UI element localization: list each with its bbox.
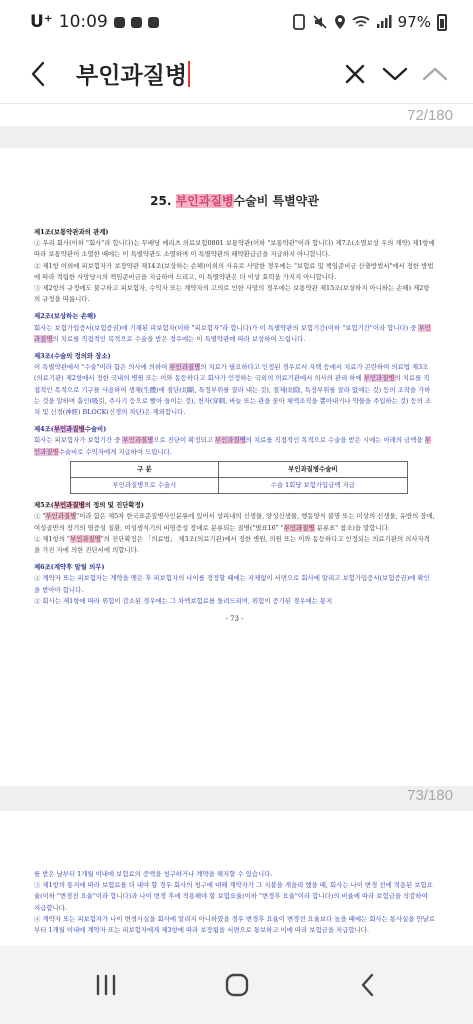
next-page [0,811,473,946]
annex-ref: 별표16 [255,523,276,532]
clear-search-button[interactable] [335,52,375,96]
table-cell: 부인과질병으로 수술시 [71,478,219,494]
previous-page-indicator: 72/180 [407,107,453,124]
paragraph: ① 우리 회사(이하 "회사"라 합니다)는 무배당 메리츠 의료보험0801 보통약관(이하 "보통약관"이라 합니다) 제7조(소멸보상 우의 계약) 제1항에 따라 보통약관이 소멸한 때에는 이 특별약관도 소멸하며 이 특별약관의 해약환급금을 지급하지 아니합니다. [34,239,435,259]
section-heading: 제4조(부인과질병수술비) [34,425,107,434]
next-result-button[interactable] [375,52,415,96]
page-footer: - 73 - [225,615,244,624]
recent-apps-icon [94,974,118,996]
search-match: 부인과질병 [53,501,85,510]
paragraph: ① 계약자 또는 피보험자는 계약을 맺은 후 피보험자의 나이를 정정할 때에는 지체없이 서면으로 회사에 알리고 보험가입증서(보험증권)에 확인을 받아야 합니다. [34,574,430,594]
paragraph: 를 받은 날부터 1개월 이내에 보험료의 증액을 청구하거나 계약을 해지할 수 있습니다. [34,870,273,878]
section-heading: 제1조(보통약관과의 관계) [34,228,109,236]
table-row [71,478,408,494]
search-match: 부인과질병 [169,363,201,372]
carrier-label: U⁺ [30,12,53,32]
home-icon [224,972,250,998]
paragraph: 회사는 피보험자가 보험기간 중 부인과질병으로 진단이 확정되고 부인과질병의 치료를 직접적인 목적으로 수술을 받은 시에는 아래의 금액을 부인과질병수술비로 수익자에게 지급하여 드립니다. [34,436,431,456]
location-icon [334,14,346,30]
search-match: 부인과질병 [363,374,395,383]
section-heading: 제5조(부인과질병의 정의 및 진단확정) [34,501,144,510]
paragraph: ② 제1항의 "부인과질병"의 진단확정은 「의료법」 제3조(의료기관)에서 정한 병원, 의원 또는 이와 동등하다고 인정되는 의료기관의 의사자격을 가진 자에 의한 진단서에 의합니다. [34,534,430,555]
document-body [34,227,435,625]
status-right [292,13,447,31]
search-match: 부인과질병 [214,436,246,445]
search-match: 부인과질병 [45,512,77,521]
paragraph: ② 회사는 제1항에 따라 위험이 감소된 경우에는 그 차액보험료를 돌려드리며, 위험이 증가된 경우에는 통지 [34,596,333,605]
search-match: 부인과질병 [283,523,315,532]
recent-apps-button[interactable] [76,960,136,1010]
status-bar [0,0,473,44]
previous-result-button[interactable] [415,52,455,96]
table-cell: 수술 1회당 보험가입금액 지급 [218,478,407,494]
text-cursor [188,61,190,87]
navigation-bar [0,946,473,1024]
section-heading: 제6조(계약후 알릴 의무) [34,563,105,572]
battery-icon [437,14,447,31]
notification-icon [131,17,142,28]
chevron-up-icon [422,66,448,82]
search-bar [0,44,473,104]
search-match: 부인과질병 [175,194,234,208]
wifi-icon [352,15,370,29]
battery-level: 97% [397,13,431,31]
benefit-table [70,461,408,494]
search-match: 부인과질병 [122,436,154,445]
back-button[interactable] [18,52,58,96]
page-indicator: 73/180 [407,787,453,804]
status-left [30,12,159,32]
search-match: 부인과질병 [34,323,431,343]
paragraph: ③ 제1항의 통지에 따라 보험료를 더 내야 할 경우 회사의 청구에 대해 계약자가 그 지불을 게을리 했을 때, 회사는 나이 변경 전에 적용된 보험요율(이하 "변경전 요율"이라 합니다)과 나이 변경 후에 적용해야 할 보험요율(이하 "변경후 요율"이라 합니다)의 비율에 따라 보험금을 삭감하여 지급합니다. [34,881,433,912]
chevron-down-icon [382,66,408,82]
search-input[interactable] [58,57,335,90]
home-button[interactable] [207,960,267,1010]
section-heading: 제2조(보상하는 손해) [34,312,97,321]
paragraph: 회사는 보험가입증서(보험증권)에 기재된 피보험자(이하 "피보험자"라 합니다)가 이 특별약관의 보험기간(이하 "보험기간"이라 합니다) 중 부인과질병의 치료를 직접적인 목적으로 수술을 받은 경우에는 이 특별약관에 따라 보상하여 드립니다. [34,323,431,343]
paragraph: ③ 제2항의 규정에도 불구하고 피보험자, 수익자 또는 계약자의 고의로 인한 사망의 경우에는 보통약관 제15조(보상하지 아니하는 손해) 제2항의 규정을 따릅니다. [34,284,430,304]
paragraph: ④ 계약자 또는 피보험자가 나이 변경사실을 회사에 알리지 아니하였을 경우 변경후 요율이 변경전 요율보다 높을 때에는 회사는 통사실을 안날로부터 1개월 이내에 계약자 또는 피보험자에게 제3항에 따라 보장됨을 서면으로 통보하고 이에 따라 보험금을 지급합니다. [34,914,436,935]
table-header: 부인과질병수술비 [218,461,407,477]
chevron-left-icon [30,61,46,87]
table-header: 구 분 [71,461,219,477]
paragraph: ② 제1항 이외에 피보험자가 보장약관 제14조(보상하는 손해)이외의 사유로 사망한 경우에는 "보험료 및 책임준비금 산출방법서"에서 정한 방법에 따라 적립한 사망당시의 책임준비금을 지급하여 드리고, 이 특별약관은 더 이상 효력을 가지지 아니합니다. [34,261,434,281]
page-title: 25. 부인과질병수술비 특별약관 [150,194,319,208]
document-page [0,148,473,786]
search-match: 부인과질병 [69,534,101,543]
talk-notification-icon [114,17,125,28]
section-heading: 제3조(수술의 정의와 장소) [34,352,111,361]
search-match: 부인과질병 [53,425,85,434]
paragraph: ① "부인과질병"이라 함은 제5차 한국표준질병사인분류에 있어서 상피내의 신생물, 양성신생물, 행동양식 불명 또는 미상의 신생물, 유방의 장애, 여성골반의 장기의 염증성 질환, 여성생식기의 비염증성 장애로 분류되는 질병("별표16" "부인과질병 분류표" 참조)을 말합니다. [34,512,435,532]
signal-icon [376,15,392,29]
clock: 10:09 [58,12,108,32]
mute-icon [312,14,328,30]
previous-page-tail [0,104,473,126]
document-viewer[interactable] [0,104,473,946]
message-icon [148,17,159,28]
close-icon [344,63,366,85]
next-page-body [34,869,435,936]
back-arrow-icon [360,973,376,997]
paragraph: 이 특별약관에서 "수술"이라 함은 의사에 의하여 부인과질병의 치료가 필요하다고 인정된 경우로서 자택 등에서 치료가 곤란하여 의료법 제3조(의료기관) 제2항에서 정한 국내의 병원 또는 이와 동등하다고 회사가 인정하는 국외의 의료기관에서 의사의 관리 하에 부인과질병의 치료를 직접적인 목적으로 기구를 사용하여 생체(生體)에 절단(切斷, 특정부위를 잘라 내는 것), 절제(切除, 특정부위를 잘라 없애는 것) 등의 조작을 가하는 것을 말하며 흡인(吸引, 주사기 등으로 빨아 들이는 것), 천자(穿刺, 바늘 또는 관을 꽂아 체액조직을 뽑아내거나 약물을 주입하는 것) 등의 조치 및 신경(神經) BLOCK(신경의 차단)은 제외합니다. [34,363,432,417]
system-back-button[interactable] [338,960,398,1010]
search-query: 부인과질병 [76,63,188,89]
sim-icon [292,14,306,30]
search-match: 부인과질병 [34,436,431,456]
